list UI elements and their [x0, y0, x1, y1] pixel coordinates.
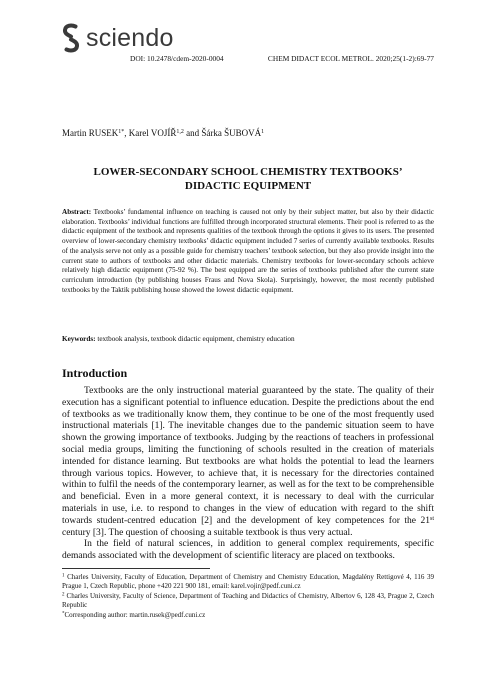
keywords-label: Keywords:: [62, 335, 96, 343]
footnote-2-marker: 2: [62, 592, 65, 598]
abstract: [62, 208, 434, 295]
footnote-1: [62, 573, 434, 592]
paragraph-1-text-end: century [3]. The question of choosing a suitable textbook is thus very actual.: [62, 527, 353, 538]
author-1-name: Martin RUSEK: [62, 128, 119, 138]
footnote-2-text: Charles University, Faculty of Science, Department of Teaching and Didactics of Chemistry, Albertov 6, 128 43, Prague 2, Czech Republic: [62, 591, 434, 610]
author-3-name: and Šárka ŠUBOVÁ: [183, 128, 262, 138]
footnote-3-marker: *: [62, 611, 65, 617]
footnote-2: [62, 592, 434, 611]
journal-citation: CHEM DIDACT ECOL METROL. 2020;25(1-2):69-77: [267, 54, 434, 63]
abstract-text: Textbooks’ fundamental influence on teaching is caused not only by their subject matter, but also by their didactic elaboration. Textbooks’ individual functions are fulfilled through incorporated structural elements. Their pool is referred to as the didactic equipment of the textbook and represents qualities of the textbook through the options it gives to its users. The presented overview of lower-secondary chemistry textbooks’ didactic equipment included 7 series of currently available textbooks. Results of the analysis serve not only as a possible guide for chemistry teachers’ textbook selection, but they also provide insight into the current state to authors of textbooks and other didactic materials. Chemistry textbooks for lower-secondary schools achieve relatively high didactic equipment (75-92 %). The best equipped are the series of textbooks published after the current state curriculum introduction (by publishing houses Fraus and Nova Skola). Surprisingly, however, the most recently published textbooks by the Taktik publishing house showed the lowest didactic equipment.: [62, 208, 434, 294]
footnote-1-marker: 1: [62, 573, 65, 579]
footnote-3-text: Corresponding author: martin.rusek@pedf.cuni.cz: [64, 610, 206, 619]
paragraph-1: [62, 386, 434, 539]
keywords-text: textbook analysis, textbook didactic equipment, chemistry education: [95, 335, 295, 343]
author-2-name: , Karel VOJÍŘ: [124, 128, 177, 138]
section-heading-introduction: Introduction: [62, 366, 128, 380]
keywords: [62, 335, 434, 345]
footnote-3: [62, 611, 434, 620]
author-list: [62, 128, 264, 138]
abstract-label: Abstract:: [62, 208, 92, 216]
title-line-2: DIDACTIC EQUIPMENT: [184, 179, 312, 192]
logo-wordmark: sciendo: [86, 24, 174, 52]
article-title: [62, 166, 434, 193]
ordinal-superscript: st: [429, 515, 434, 522]
footnote-divider: [62, 568, 210, 569]
author-3-affiliation: 1: [261, 129, 265, 135]
author-1-affiliation: 1*: [118, 129, 125, 135]
paragraph-1-text: Textbooks are the only instructional material guaranteed by the state. The quality of their execution has a significant potential to influence education. Despite the predictions about the end of textbooks as we traditionally know them, they continue to be one of the most frequently used instructional materials [1]. The inevitable changes due to the pandemic situation seem to have shown the growing importance of textbooks. Judging by the reactions of teachers in professional social media groups, limiting the functioning of schools resulted in the creation of materials intended for distance learning. But textbooks are what holds the potential to lead the learners through various topics. However, to achieve that, it is necessary for the directories contained within to fulfil the needs of the contemporary learner, as well as for the text to be comprehensible and beneficial. Even in a more general context, it is necessary to deal with the curricular materials in use, i.e. to respond to changes in the view of education with regard to the shift towards student-centred education [2] and the development of key competences for the 21: [62, 386, 434, 526]
sciendo-logo: [62, 22, 174, 54]
footnotes: [62, 573, 434, 620]
title-line-1: LOWER-SECONDARY SCHOOL CHEMISTRY TEXTBOOKS’: [93, 166, 403, 178]
footnote-1-text: Charles University, Faculty of Education, Department of Chemistry and Chemistry Education, Magdalény Rettigové 4, 116 39 Prague 1, Czech Republic, phone +420 221 900 181, email: karel.vojir@pedf.cuni.cz: [62, 573, 434, 591]
introduction-body: [62, 386, 434, 563]
author-2-affiliation: 1,2: [176, 129, 184, 135]
doi: DOI: 10.2478/cdem-2020-0004: [130, 54, 224, 63]
running-header: [62, 54, 434, 63]
paragraph-2: In the field of natural sciences, in addition to general complex requirements, specific demands associated with the development of scientific literacy are placed on textbooks.: [62, 539, 434, 562]
sciendo-s-logo-icon: [62, 23, 80, 53]
